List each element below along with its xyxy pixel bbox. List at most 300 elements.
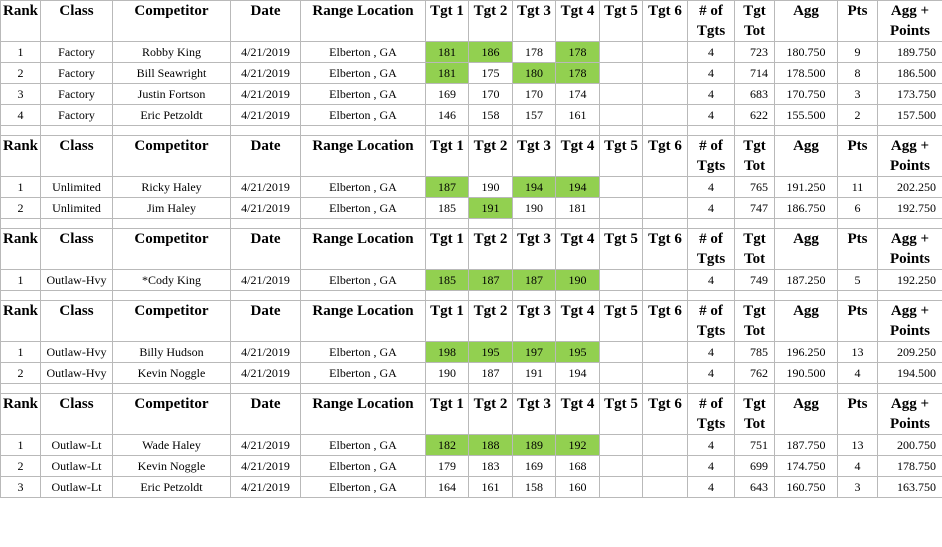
num-targets-cell[interactable] (688, 42, 735, 63)
tgt3-header[interactable] (513, 1, 556, 22)
rank-header-line2[interactable] (1, 156, 41, 177)
tgt2-cell[interactable] (469, 456, 513, 477)
agg-plus-points-cell[interactable] (878, 456, 942, 477)
agg-plus-points-header[interactable] (878, 394, 942, 415)
tgt4-cell[interactable] (556, 105, 600, 126)
competitor-header-line2[interactable] (113, 156, 231, 177)
date-cell[interactable] (231, 363, 301, 384)
tgt5-cell[interactable] (600, 363, 643, 384)
date-header-line2[interactable] (231, 321, 301, 342)
tgt2-cell[interactable] (469, 435, 513, 456)
tgt2-header[interactable] (469, 301, 513, 322)
target-total-header[interactable] (735, 136, 775, 157)
tgt2-header[interactable] (469, 136, 513, 157)
agg-header[interactable] (775, 229, 838, 250)
tgt1-header-line2[interactable] (426, 156, 469, 177)
target-total-cell[interactable] (735, 63, 775, 84)
date-cell[interactable] (231, 270, 301, 291)
agg-plus-points-cell[interactable] (878, 435, 942, 456)
class-header[interactable] (41, 1, 113, 22)
num-targets-cell[interactable] (688, 270, 735, 291)
date-cell[interactable] (231, 84, 301, 105)
range-location-header-line2[interactable] (301, 414, 426, 435)
tgt6-cell[interactable] (643, 177, 688, 198)
agg-cell[interactable] (775, 63, 838, 84)
rank-cell[interactable] (1, 477, 41, 498)
competitor-cell[interactable] (113, 477, 231, 498)
agg-header[interactable] (775, 136, 838, 157)
num-targets-cell[interactable] (688, 435, 735, 456)
tgt5-cell[interactable] (600, 342, 643, 363)
tgt3-cell[interactable] (513, 342, 556, 363)
tgt6-cell[interactable] (643, 42, 688, 63)
num-targets-cell[interactable] (688, 177, 735, 198)
rank-cell[interactable] (1, 198, 41, 219)
tgt4-header[interactable] (556, 301, 600, 322)
agg-cell[interactable] (775, 342, 838, 363)
class-cell[interactable] (41, 435, 113, 456)
rank-header[interactable] (1, 394, 41, 415)
agg-plus-points-cell[interactable] (878, 363, 942, 384)
tgt5-cell[interactable] (600, 270, 643, 291)
tgt1-cell[interactable] (426, 198, 469, 219)
tgt4-cell[interactable] (556, 177, 600, 198)
tgt2-cell[interactable] (469, 270, 513, 291)
tgt1-header[interactable] (426, 394, 469, 415)
tgt1-cell[interactable] (426, 177, 469, 198)
rank-header-line2[interactable] (1, 21, 41, 42)
class-header[interactable] (41, 394, 113, 415)
competitor-header[interactable] (113, 394, 231, 415)
competitor-cell[interactable] (113, 270, 231, 291)
tgt1-header-line2[interactable] (426, 21, 469, 42)
target-total-cell[interactable] (735, 363, 775, 384)
agg-cell[interactable] (775, 42, 838, 63)
date-header-line2[interactable] (231, 21, 301, 42)
rank-cell[interactable] (1, 456, 41, 477)
target-total-header-line2[interactable] (735, 414, 775, 435)
class-cell[interactable] (41, 477, 113, 498)
tgt5-header[interactable] (600, 301, 643, 322)
range-location-header[interactable] (301, 136, 426, 157)
tgt5-cell[interactable] (600, 198, 643, 219)
tgt4-cell[interactable] (556, 456, 600, 477)
tgt1-cell[interactable] (426, 456, 469, 477)
tgt5-header-line2[interactable] (600, 321, 643, 342)
class-header[interactable] (41, 301, 113, 322)
num-targets-header[interactable] (688, 136, 735, 157)
num-targets-header-line2[interactable] (688, 21, 735, 42)
tgt6-header[interactable] (643, 394, 688, 415)
agg-plus-points-header[interactable] (878, 1, 942, 22)
tgt2-cell[interactable] (469, 63, 513, 84)
tgt2-cell[interactable] (469, 363, 513, 384)
points-cell[interactable] (838, 456, 878, 477)
num-targets-cell[interactable] (688, 63, 735, 84)
agg-plus-points-header-line2[interactable] (878, 21, 942, 42)
rank-header-line2[interactable] (1, 414, 41, 435)
num-targets-header-line2[interactable] (688, 321, 735, 342)
tgt3-header[interactable] (513, 136, 556, 157)
rank-cell[interactable] (1, 342, 41, 363)
class-cell[interactable] (41, 342, 113, 363)
date-header[interactable] (231, 301, 301, 322)
tgt5-header[interactable] (600, 394, 643, 415)
target-total-cell[interactable] (735, 477, 775, 498)
tgt1-header-line2[interactable] (426, 321, 469, 342)
tgt6-cell[interactable] (643, 105, 688, 126)
tgt3-cell[interactable] (513, 198, 556, 219)
date-header[interactable] (231, 136, 301, 157)
tgt3-cell[interactable] (513, 84, 556, 105)
tgt6-header-line2[interactable] (643, 249, 688, 270)
num-targets-cell[interactable] (688, 363, 735, 384)
agg-cell[interactable] (775, 105, 838, 126)
tgt4-cell[interactable] (556, 363, 600, 384)
tgt6-cell[interactable] (643, 342, 688, 363)
num-targets-header-line2[interactable] (688, 156, 735, 177)
tgt4-cell[interactable] (556, 84, 600, 105)
class-cell[interactable] (41, 84, 113, 105)
class-cell[interactable] (41, 198, 113, 219)
tgt3-header[interactable] (513, 229, 556, 250)
tgt1-cell[interactable] (426, 477, 469, 498)
tgt3-cell[interactable] (513, 177, 556, 198)
date-header-line2[interactable] (231, 249, 301, 270)
date-header[interactable] (231, 229, 301, 250)
target-total-header-line2[interactable] (735, 321, 775, 342)
target-total-cell[interactable] (735, 177, 775, 198)
tgt4-header[interactable] (556, 136, 600, 157)
rank-cell[interactable] (1, 270, 41, 291)
class-header-line2[interactable] (41, 321, 113, 342)
target-total-cell[interactable] (735, 342, 775, 363)
num-targets-header[interactable] (688, 229, 735, 250)
tgt3-header-line2[interactable] (513, 156, 556, 177)
class-header-line2[interactable] (41, 414, 113, 435)
tgt3-cell[interactable] (513, 477, 556, 498)
tgt4-header[interactable] (556, 1, 600, 22)
competitor-cell[interactable] (113, 177, 231, 198)
num-targets-cell[interactable] (688, 342, 735, 363)
tgt5-cell[interactable] (600, 477, 643, 498)
tgt1-header[interactable] (426, 136, 469, 157)
num-targets-header-line2[interactable] (688, 249, 735, 270)
agg-header-line2[interactable] (775, 414, 838, 435)
tgt1-cell[interactable] (426, 435, 469, 456)
tgt2-header-line2[interactable] (469, 414, 513, 435)
tgt1-cell[interactable] (426, 84, 469, 105)
tgt6-header-line2[interactable] (643, 21, 688, 42)
class-header[interactable] (41, 229, 113, 250)
agg-plus-points-header-line2[interactable] (878, 414, 942, 435)
date-cell[interactable] (231, 63, 301, 84)
points-header-line2[interactable] (838, 414, 878, 435)
competitor-header-line2[interactable] (113, 249, 231, 270)
tgt1-cell[interactable] (426, 42, 469, 63)
points-header-line2[interactable] (838, 249, 878, 270)
date-header[interactable] (231, 1, 301, 22)
tgt1-cell[interactable] (426, 270, 469, 291)
competitor-cell[interactable] (113, 456, 231, 477)
tgt1-header-line2[interactable] (426, 414, 469, 435)
num-targets-header-line2[interactable] (688, 414, 735, 435)
competitor-header-line2[interactable] (113, 321, 231, 342)
tgt6-header[interactable] (643, 301, 688, 322)
competitor-cell[interactable] (113, 63, 231, 84)
range-location-header[interactable] (301, 394, 426, 415)
tgt5-cell[interactable] (600, 105, 643, 126)
tgt4-cell[interactable] (556, 477, 600, 498)
tgt2-header-line2[interactable] (469, 156, 513, 177)
target-total-header-line2[interactable] (735, 249, 775, 270)
tgt4-header-line2[interactable] (556, 414, 600, 435)
points-cell[interactable] (838, 342, 878, 363)
competitor-cell[interactable] (113, 363, 231, 384)
range-location-header-line2[interactable] (301, 21, 426, 42)
tgt4-cell[interactable] (556, 435, 600, 456)
points-cell[interactable] (838, 477, 878, 498)
date-cell[interactable] (231, 105, 301, 126)
tgt6-cell[interactable] (643, 363, 688, 384)
range-location-cell[interactable] (301, 105, 426, 126)
tgt1-cell[interactable] (426, 105, 469, 126)
tgt5-header[interactable] (600, 1, 643, 22)
date-header-line2[interactable] (231, 414, 301, 435)
num-targets-cell[interactable] (688, 198, 735, 219)
num-targets-cell[interactable] (688, 84, 735, 105)
tgt3-cell[interactable] (513, 435, 556, 456)
range-location-cell[interactable] (301, 84, 426, 105)
points-header-line2[interactable] (838, 21, 878, 42)
range-location-cell[interactable] (301, 42, 426, 63)
points-header[interactable] (838, 301, 878, 322)
tgt2-cell[interactable] (469, 42, 513, 63)
agg-cell[interactable] (775, 84, 838, 105)
agg-cell[interactable] (775, 270, 838, 291)
class-cell[interactable] (41, 42, 113, 63)
agg-header-line2[interactable] (775, 21, 838, 42)
rank-cell[interactable] (1, 84, 41, 105)
range-location-header-line2[interactable] (301, 249, 426, 270)
tgt6-header-line2[interactable] (643, 414, 688, 435)
tgt2-cell[interactable] (469, 342, 513, 363)
rank-header-line2[interactable] (1, 249, 41, 270)
tgt5-cell[interactable] (600, 177, 643, 198)
date-header[interactable] (231, 394, 301, 415)
tgt6-cell[interactable] (643, 198, 688, 219)
class-cell[interactable] (41, 63, 113, 84)
agg-plus-points-header[interactable] (878, 136, 942, 157)
points-header[interactable] (838, 394, 878, 415)
points-cell[interactable] (838, 363, 878, 384)
tgt5-cell[interactable] (600, 456, 643, 477)
competitor-cell[interactable] (113, 198, 231, 219)
agg-plus-points-cell[interactable] (878, 84, 942, 105)
agg-header-line2[interactable] (775, 249, 838, 270)
target-total-header[interactable] (735, 1, 775, 22)
competitor-cell[interactable] (113, 105, 231, 126)
tgt2-cell[interactable] (469, 198, 513, 219)
tgt4-header[interactable] (556, 229, 600, 250)
num-targets-cell[interactable] (688, 456, 735, 477)
class-cell[interactable] (41, 105, 113, 126)
tgt4-cell[interactable] (556, 270, 600, 291)
target-total-header-line2[interactable] (735, 156, 775, 177)
competitor-header[interactable] (113, 229, 231, 250)
tgt6-cell[interactable] (643, 435, 688, 456)
rank-header-line2[interactable] (1, 321, 41, 342)
competitor-header-line2[interactable] (113, 21, 231, 42)
num-targets-cell[interactable] (688, 477, 735, 498)
tgt3-cell[interactable] (513, 105, 556, 126)
rank-header[interactable] (1, 301, 41, 322)
class-header-line2[interactable] (41, 21, 113, 42)
points-header[interactable] (838, 229, 878, 250)
class-cell[interactable] (41, 177, 113, 198)
num-targets-header[interactable] (688, 1, 735, 22)
range-location-cell[interactable] (301, 477, 426, 498)
tgt5-cell[interactable] (600, 435, 643, 456)
agg-plus-points-cell[interactable] (878, 477, 942, 498)
competitor-cell[interactable] (113, 42, 231, 63)
agg-header[interactable] (775, 1, 838, 22)
points-header-line2[interactable] (838, 321, 878, 342)
rank-cell[interactable] (1, 363, 41, 384)
target-total-cell[interactable] (735, 456, 775, 477)
date-cell[interactable] (231, 42, 301, 63)
agg-header[interactable] (775, 394, 838, 415)
points-cell[interactable] (838, 42, 878, 63)
tgt2-cell[interactable] (469, 177, 513, 198)
range-location-header[interactable] (301, 1, 426, 22)
tgt2-cell[interactable] (469, 84, 513, 105)
agg-cell[interactable] (775, 456, 838, 477)
points-cell[interactable] (838, 198, 878, 219)
tgt2-cell[interactable] (469, 105, 513, 126)
class-header[interactable] (41, 136, 113, 157)
competitor-header[interactable] (113, 136, 231, 157)
tgt5-cell[interactable] (600, 42, 643, 63)
agg-plus-points-cell[interactable] (878, 198, 942, 219)
range-location-cell[interactable] (301, 63, 426, 84)
agg-header-line2[interactable] (775, 156, 838, 177)
tgt5-header-line2[interactable] (600, 414, 643, 435)
tgt4-cell[interactable] (556, 42, 600, 63)
points-cell[interactable] (838, 63, 878, 84)
agg-cell[interactable] (775, 363, 838, 384)
points-cell[interactable] (838, 105, 878, 126)
tgt4-header[interactable] (556, 394, 600, 415)
agg-plus-points-header[interactable] (878, 229, 942, 250)
tgt1-header[interactable] (426, 301, 469, 322)
agg-plus-points-cell[interactable] (878, 42, 942, 63)
tgt6-cell[interactable] (643, 270, 688, 291)
num-targets-cell[interactable] (688, 105, 735, 126)
range-location-cell[interactable] (301, 456, 426, 477)
target-total-cell[interactable] (735, 270, 775, 291)
tgt4-cell[interactable] (556, 342, 600, 363)
competitor-cell[interactable] (113, 84, 231, 105)
range-location-cell[interactable] (301, 270, 426, 291)
competitor-header[interactable] (113, 301, 231, 322)
num-targets-header[interactable] (688, 301, 735, 322)
points-header[interactable] (838, 1, 878, 22)
tgt5-header[interactable] (600, 136, 643, 157)
date-header-line2[interactable] (231, 156, 301, 177)
agg-plus-points-header-line2[interactable] (878, 321, 942, 342)
range-location-cell[interactable] (301, 342, 426, 363)
tgt3-header[interactable] (513, 394, 556, 415)
tgt1-cell[interactable] (426, 363, 469, 384)
agg-plus-points-header[interactable] (878, 301, 942, 322)
points-cell[interactable] (838, 270, 878, 291)
target-total-cell[interactable] (735, 105, 775, 126)
rank-header[interactable] (1, 1, 41, 22)
competitor-cell[interactable] (113, 435, 231, 456)
points-header-line2[interactable] (838, 156, 878, 177)
tgt1-header-line2[interactable] (426, 249, 469, 270)
range-location-cell[interactable] (301, 177, 426, 198)
tgt6-cell[interactable] (643, 477, 688, 498)
agg-cell[interactable] (775, 177, 838, 198)
tgt5-cell[interactable] (600, 84, 643, 105)
class-cell[interactable] (41, 363, 113, 384)
tgt4-header-line2[interactable] (556, 321, 600, 342)
class-header-line2[interactable] (41, 249, 113, 270)
tgt4-cell[interactable] (556, 198, 600, 219)
points-cell[interactable] (838, 177, 878, 198)
target-total-header[interactable] (735, 394, 775, 415)
range-location-header[interactable] (301, 229, 426, 250)
tgt1-cell[interactable] (426, 63, 469, 84)
tgt2-header[interactable] (469, 1, 513, 22)
competitor-header[interactable] (113, 1, 231, 22)
agg-cell[interactable] (775, 477, 838, 498)
range-location-header-line2[interactable] (301, 156, 426, 177)
agg-cell[interactable] (775, 198, 838, 219)
tgt3-cell[interactable] (513, 270, 556, 291)
tgt3-header-line2[interactable] (513, 414, 556, 435)
rank-header[interactable] (1, 229, 41, 250)
tgt5-header-line2[interactable] (600, 156, 643, 177)
tgt5-cell[interactable] (600, 63, 643, 84)
agg-plus-points-cell[interactable] (878, 342, 942, 363)
agg-cell[interactable] (775, 435, 838, 456)
target-total-cell[interactable] (735, 84, 775, 105)
points-cell[interactable] (838, 84, 878, 105)
range-location-header-line2[interactable] (301, 321, 426, 342)
points-cell[interactable] (838, 435, 878, 456)
range-location-cell[interactable] (301, 435, 426, 456)
tgt6-cell[interactable] (643, 84, 688, 105)
date-cell[interactable] (231, 177, 301, 198)
tgt3-cell[interactable] (513, 363, 556, 384)
tgt6-header-line2[interactable] (643, 156, 688, 177)
tgt2-header-line2[interactable] (469, 321, 513, 342)
tgt6-header-line2[interactable] (643, 321, 688, 342)
range-location-cell[interactable] (301, 363, 426, 384)
class-header-line2[interactable] (41, 156, 113, 177)
tgt3-cell[interactable] (513, 63, 556, 84)
tgt1-header[interactable] (426, 229, 469, 250)
agg-plus-points-cell[interactable] (878, 105, 942, 126)
target-total-header-line2[interactable] (735, 21, 775, 42)
target-total-cell[interactable] (735, 42, 775, 63)
target-total-header[interactable] (735, 301, 775, 322)
rank-cell[interactable] (1, 177, 41, 198)
range-location-header[interactable] (301, 301, 426, 322)
